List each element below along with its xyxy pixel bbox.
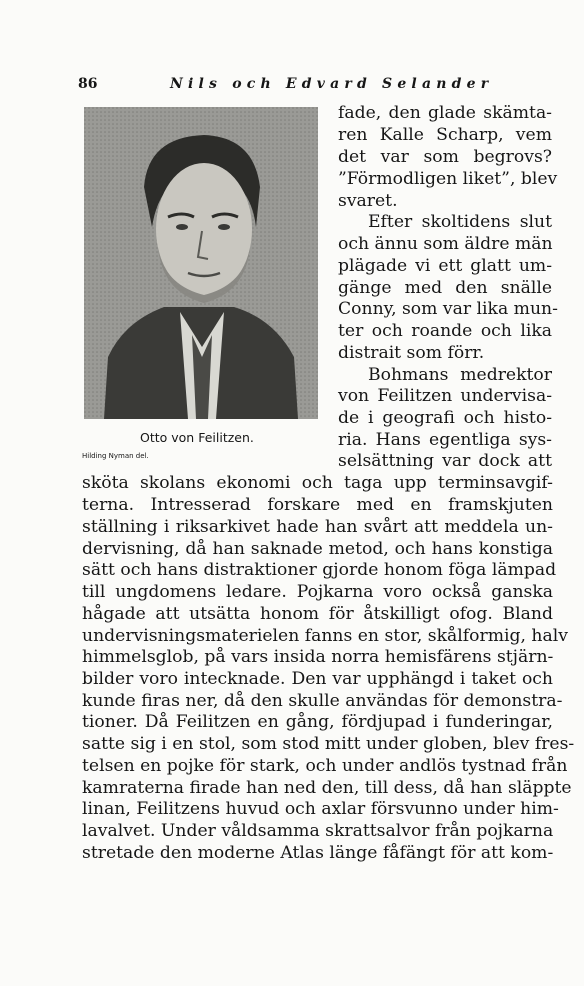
text-line: ter och roande och lika bbox=[338, 321, 552, 341]
text-line: svaret. bbox=[338, 191, 398, 211]
page-number: 86 bbox=[78, 76, 98, 92]
text-line: hågade att utsätta honom för åtskilligt ofog. Bland bbox=[82, 604, 553, 624]
text-line: till ungdomens ledare. Pojkarna voro också ganska bbox=[82, 582, 553, 602]
text-line: fade, den glade skämta- bbox=[338, 103, 552, 123]
text-line: terna. Intresserad forskare med en framskjuten bbox=[82, 495, 553, 515]
text-line: von Feilitzen undervisa- bbox=[338, 386, 552, 406]
text-line: kamraterna firade han ned den, till dess, då han släppte bbox=[82, 778, 572, 798]
text-line: sätt och hans distraktioner gjorde honom föga lämpad bbox=[82, 560, 557, 580]
text-line: bilder voro intecknade. Den var upphängd i taket och bbox=[82, 669, 553, 689]
portrait-drawing bbox=[84, 107, 318, 419]
figure-caption: Otto von Feilitzen. bbox=[140, 430, 254, 445]
text-line: Conny, som var lika mun- bbox=[338, 299, 558, 319]
text-line: himmelsglob, på vars insida norra hemisfärens stjärn- bbox=[82, 647, 554, 667]
portrait-illustration bbox=[84, 107, 318, 419]
text-line: Bohmans medrektor bbox=[368, 365, 552, 385]
text-line: telsen en pojke för stark, och under andlös tystnad från bbox=[82, 756, 568, 776]
text-line: Efter skoltidens slut bbox=[368, 212, 552, 232]
text-line: de i geografi och histo- bbox=[338, 408, 552, 428]
text-line: ”Förmodligen liket”, blev bbox=[338, 169, 558, 189]
text-line: det var som begrovs? bbox=[338, 147, 552, 167]
text-line: ren Kalle Scharp, vem bbox=[338, 125, 552, 145]
text-line: satte sig i en stol, som stod mitt under globen, blev fres- bbox=[82, 734, 575, 754]
text-line: kunde firas ner, då den skulle användas för demonstra- bbox=[82, 691, 563, 711]
text-line: ria. Hans egentliga sys- bbox=[338, 430, 552, 450]
text-line: plägade vi ett glatt um- bbox=[338, 256, 552, 276]
text-line: stretade den moderne Atlas länge fåfängt för att kom- bbox=[82, 843, 554, 863]
page-header bbox=[0, 76, 584, 96]
text-line: undervisningsmaterielen fanns en stor, skålformig, halv bbox=[82, 626, 568, 646]
text-line: distrait som förr. bbox=[338, 343, 485, 363]
running-head: Nils och Edvard Selander bbox=[170, 76, 494, 92]
text-line: sköta skolans ekonomi och taga upp terminsavgif- bbox=[82, 473, 553, 493]
artist-credit: Hilding Nyman del. bbox=[82, 452, 149, 460]
text-line: och ännu som äldre män bbox=[338, 234, 553, 254]
text-line: gänge med den snälle bbox=[338, 278, 552, 298]
text-line: selsättning var dock att bbox=[338, 451, 552, 471]
text-line: ställning i riksarkivet hade han svårt att meddela un- bbox=[82, 517, 553, 537]
text-line: linan, Feilitzens huvud och axlar försvunno under him- bbox=[82, 799, 559, 819]
text-line: lavalvet. Under våldsamma skrattsalvor från pojkarna bbox=[82, 821, 554, 841]
text-line: tioner. Då Feilitzen en gång, fördjupad i funderingar, bbox=[82, 712, 553, 732]
text-line: dervisning, då han saknade metod, och hans konstiga bbox=[82, 539, 553, 559]
